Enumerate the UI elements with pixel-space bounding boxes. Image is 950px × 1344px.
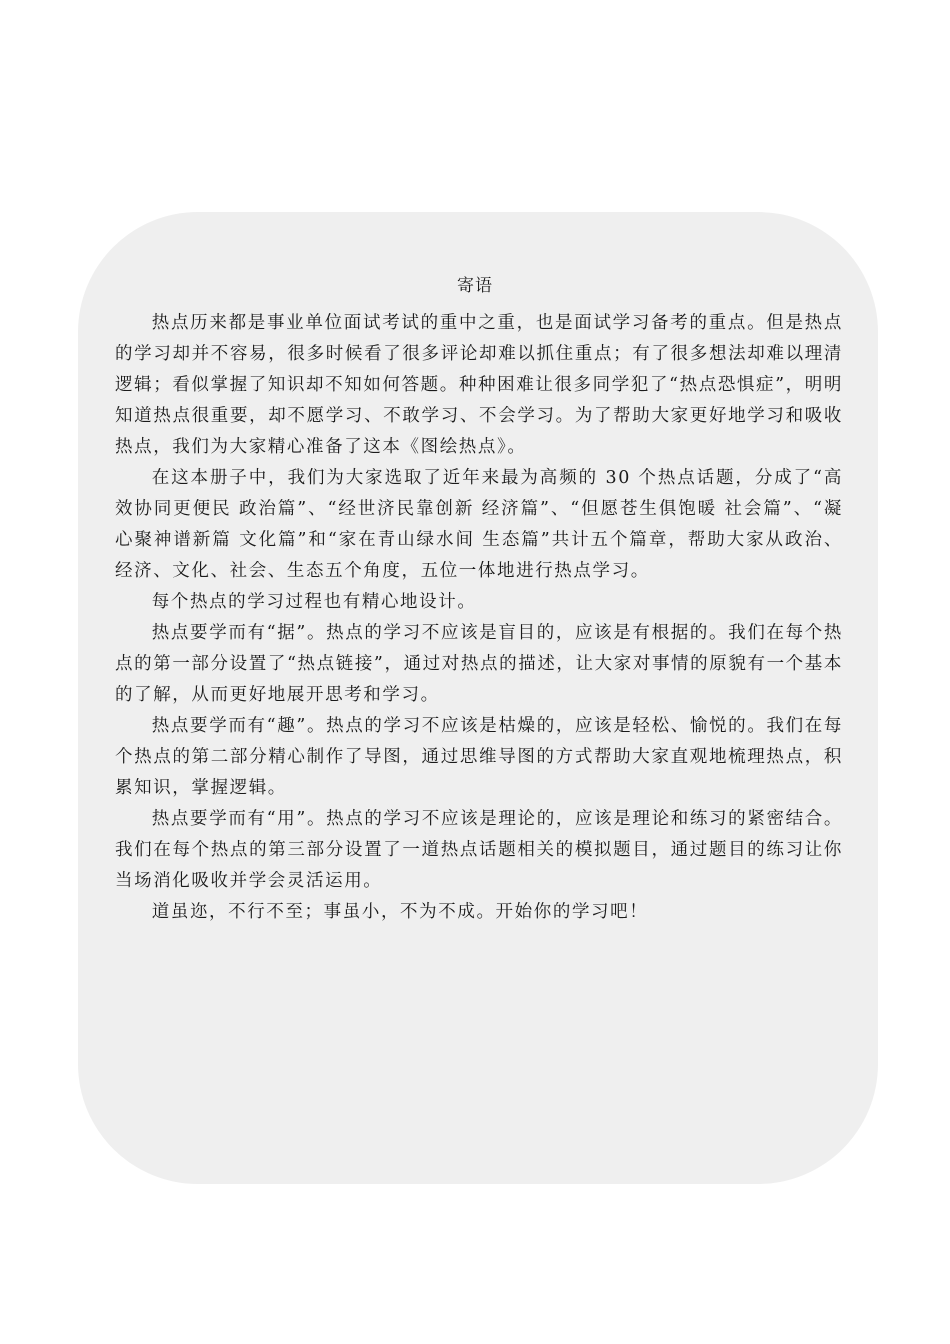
- body-text: [115, 308, 843, 928]
- paragraph-1: 热点历来都是事业单位面试考试的重中之重，也是面试学习备考的重点。但是热点的学习却并不容易，很多时候看了很多评论却难以抓住重点；有了很多想法却难以理清逻辑；看似掌握了知识却不知如何答题。种种困难让很多同学犯了“热点恐惧症”，明明知道热点很重要，却不愿学习、不敢学习、不会学习。为了帮助大家更好地学习和吸收热点，我们为大家精心准备了这本《图绘热点》。: [115, 313, 843, 457]
- paragraph-6: 热点要学而有“用”。热点的学习不应该是理论的，应该是理论和练习的紧密结合。我们在每个热点的第三部分设置了一道热点话题相关的模拟题目，通过题目的练习让你当场消化吸收并学会灵活运用。: [115, 809, 843, 891]
- paragraph-7: 道虽迩，不行不至；事虽小，不为不成。开始你的学习吧！: [151, 902, 649, 922]
- paragraph-3: 每个热点的学习过程也有精心地设计。: [151, 592, 477, 612]
- page-title: 寄语: [457, 276, 493, 296]
- paragraph-2: 在这本册子中，我们为大家选取了近年来最为高频的 30 个热点话题，分成了“高效协同更便民 政治篇”、“经世济民靠创新 经济篇”、“但愿苍生俱饱暖 社会篇”、“凝心聚神谱新篇 文化篇”和“家在青山绿水间 生态篇”共计五个篇章，帮助大家从政治、经济、文化、社会、生态五个角度，五位一体地进行热点学习。: [115, 468, 843, 581]
- paragraph-5: 热点要学而有“趣”。热点的学习不应该是枯燥的，应该是轻松、愉悦的。我们在每个热点的第二部分精心制作了导图，通过思维导图的方式帮助大家直观地梳理热点，积累知识，掌握逻辑。: [115, 716, 843, 798]
- paragraph-4: 热点要学而有“据”。热点的学习不应该是盲目的，应该是有根据的。我们在每个热点的第一部分设置了“热点链接”，通过对热点的描述，让大家对事情的原貌有一个基本的了解，从而更好地展开思考和学习。: [115, 623, 843, 705]
